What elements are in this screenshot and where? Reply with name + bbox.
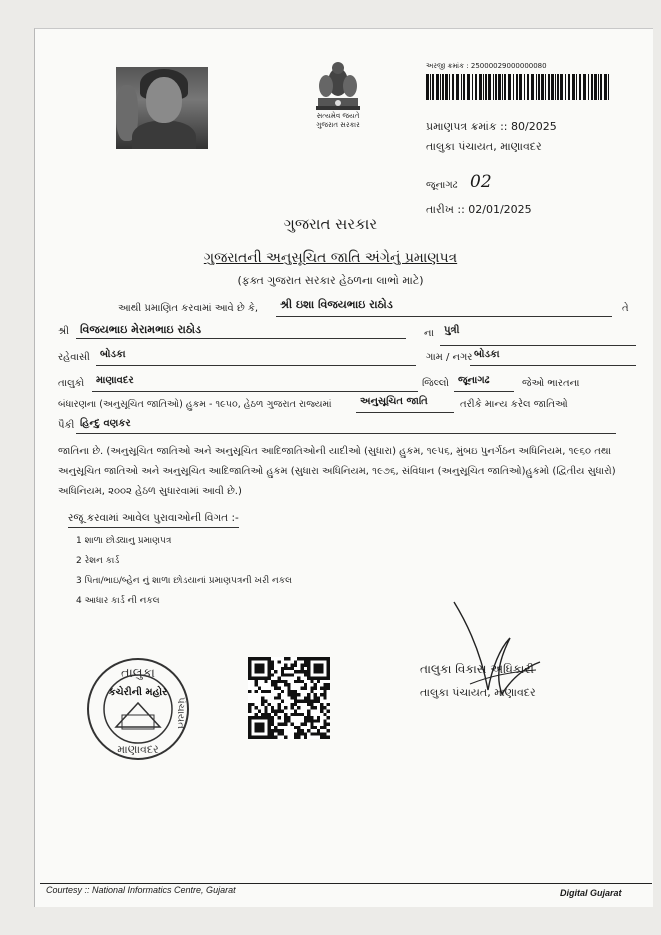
shri-label: શ્રી	[58, 326, 70, 337]
te-label: તે	[622, 303, 629, 314]
officer-office: તાલુકા પંચાયત, માણાવદર	[420, 686, 536, 699]
document-item: 2 રેશન કાર્ડ	[76, 556, 120, 566]
applicant-name: શ્રી ઇશા વિજયભાઇ રાઠોડ	[280, 298, 393, 311]
resident-label: રહેવાસી	[58, 352, 90, 363]
officer-title: તાલુકા વિકાસ અધિકારી	[420, 662, 534, 676]
seal-bottom: માણાવદર	[117, 743, 159, 756]
resident-value: બોડકા	[100, 349, 126, 360]
footer-brand: Digital Gujarat	[560, 888, 622, 898]
relation: પુત્રી	[444, 325, 460, 336]
issuing-office: તાલુકા પંચાયત, માણાવદર	[426, 140, 542, 153]
certificate-title: ગુજરાતની અનુસૂચિત જાતિ અંગેનું પ્રમાણપત્ર	[203, 250, 458, 266]
india-text: જેઓ ભારતના	[522, 378, 580, 389]
district-value: જૂનાગઢ	[458, 375, 490, 386]
emblem-caption	[300, 112, 376, 130]
caste-value: હિન્દુ વણકર	[80, 418, 131, 429]
taluka-label: તાલુકો	[58, 378, 85, 389]
certificate-number: પ્રમાણપત્ર ક્રમાંક :: 80/2025	[426, 120, 557, 133]
document-item: 1 શાળા છોડ્યાનુ પ્રમાણપત્ર	[76, 536, 172, 546]
applicant-photo	[116, 67, 208, 149]
certificate-note: (ફક્ત ગુજરાત સરકાર હેઠળના લાભો માટે)	[237, 274, 424, 287]
office-seal	[86, 657, 190, 761]
national-emblem-icon	[306, 56, 370, 112]
issue-date: તારીખ :: 02/01/2025	[426, 203, 532, 216]
outward-number: 02	[470, 172, 492, 192]
constitution-text: બંધારણના (અનુસૂચિત જાતિઓ) હુકમ - ૧૯૫૦, હેઠળ ગુજરાત રાજ્યમાં	[58, 399, 332, 410]
certify-prefix: આથી પ્રમાણિત કરવામાં આવે છે કે,	[118, 303, 259, 314]
category: અનુસૂચિત જાતિ	[360, 396, 428, 407]
district-junagadh: જૂનાગઢ	[426, 180, 458, 191]
document-item: 4 આધાર કાર્ડ ની નકલ	[76, 596, 160, 606]
govt-title: ગુજરાત સરકાર	[283, 215, 378, 233]
na-label: ના	[424, 328, 434, 339]
emblem-motto: સત્યમેવ જયતે	[316, 112, 360, 120]
village-value: બોડકા	[474, 349, 500, 360]
barcode	[426, 74, 612, 100]
village-label: ગામ / નગર	[426, 352, 473, 363]
recognized-text: તરીકે માન્ય કરેલ જાતિઓ	[460, 399, 568, 410]
footer-courtesy: Courtesy :: National Informatics Centre, Gujarat	[46, 885, 236, 895]
father-name: વિજયભાઇ મેરામભાઇ રાઠોડ	[80, 323, 202, 336]
taluka-value: માણાવદર	[96, 375, 134, 386]
seal-top: તાલુકા	[121, 666, 155, 681]
application-number: અરજી ક્રમાંક : 25000029000000080	[426, 62, 547, 70]
qr-code	[248, 657, 330, 739]
caste-prefix: પૈકી	[58, 420, 75, 431]
document-item: 3 પિતા/ભાઇ/બ્હેન નું શાળા છોડયાનાં પ્રમાણપત્રની ખરી નકલ	[76, 576, 292, 586]
seal-right: પંચાયત	[175, 697, 186, 729]
footer-divider	[40, 883, 652, 884]
legal-paragraph: જાતિના છે. (અનુસૂચિત જાતિઓ અને અનુસૂચિત આદિજાતિઓની યાદીઓ (સુધારા) હુકમ, ૧૯૫૬, મુંબઇ પુનર્ગઠન અધિનિયમ, ૧૯૬૦ તથા અનુસૂચિત જાતિઓ અને અનુસૂચિત આદિજાતિઓ હુકમ (સુધારા અધિનિયમ, ૧૯૭૬, સંવિધાન (અનુસૂચિત જાતિઓ)હુકમો (દ્વિતીય સુધારો) અધિનિયમ, ૨૦૦૨ હેઠળ સુધારવામાં આવી છે.)	[58, 446, 616, 497]
district-label: જિલ્લો	[422, 378, 449, 389]
documents-heading: રજૂ કરવામાં આવેલ પુરાવાઓની વિગત :-	[68, 512, 239, 528]
emblem-govt: ગુજરાત સરકાર	[316, 121, 360, 129]
seal-center: કચેરીની મહોર	[108, 687, 168, 698]
